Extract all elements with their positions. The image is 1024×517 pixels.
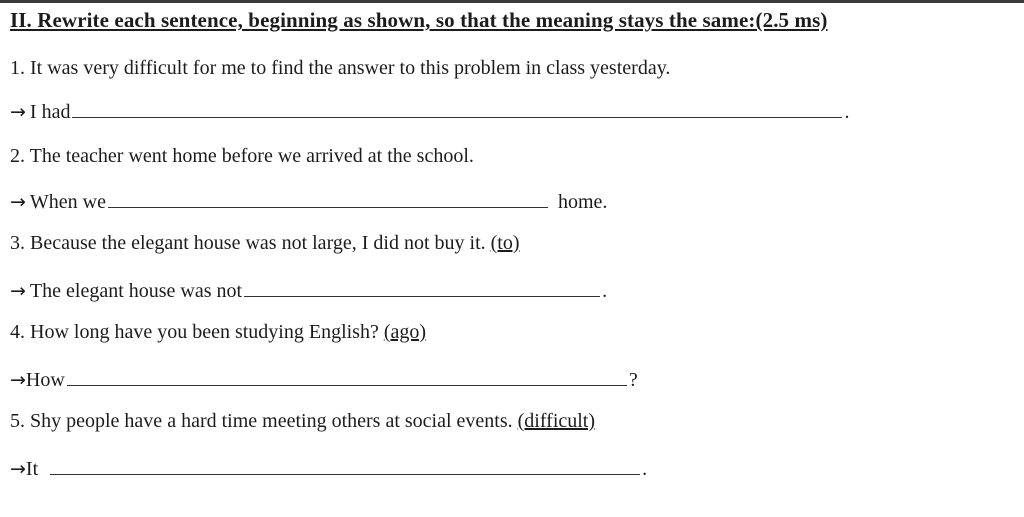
answer-1-blank[interactable]	[72, 97, 842, 118]
question-2-text: 2. The teacher went home before we arrived at the school.	[10, 145, 474, 167]
exercise-heading: II. Rewrite each sentence, beginning as shown, so that the meaning stays the same:(2.5 ms)	[10, 8, 828, 32]
top-border-line	[0, 0, 1024, 3]
question-3	[10, 232, 520, 255]
answer-line-2	[10, 187, 607, 214]
arrow-icon: →	[10, 101, 26, 123]
question-4-text: 4. How long have you been studying English?	[10, 321, 379, 343]
answer-2-ending: home.	[558, 191, 608, 213]
answer-line-4	[10, 365, 638, 392]
question-1	[10, 57, 670, 80]
question-5	[10, 410, 595, 433]
answer-line-1	[10, 97, 849, 124]
answer-4-blank[interactable]	[67, 365, 627, 386]
arrow-icon: →	[10, 280, 26, 302]
question-5-keyword: (difficult)	[517, 410, 596, 432]
question-5-text: 5. Shy people have a hard time meeting others at social events.	[10, 410, 513, 432]
answer-5-blank[interactable]	[50, 454, 640, 475]
arrow-icon: →	[10, 458, 26, 480]
arrow-icon: →	[10, 191, 26, 213]
question-4-keyword: (ago)	[383, 321, 427, 343]
answer-1-prompt: I had	[29, 101, 71, 123]
answer-line-5	[10, 454, 647, 481]
answer-3-blank[interactable]	[244, 276, 600, 297]
answer-2-blank[interactable]	[108, 187, 548, 208]
question-4	[10, 321, 426, 344]
answer-2-prompt: When we	[29, 191, 106, 213]
question-1-text: 1. It was very difficult for me to find the answer to this problem in class yesterday.	[10, 57, 671, 79]
arrow-icon: →	[10, 369, 26, 391]
question-3-keyword: (to)	[490, 232, 520, 254]
question-2	[10, 145, 474, 168]
answer-4-prompt: How	[25, 369, 65, 391]
answer-5-ending: .	[642, 458, 648, 480]
answer-3-prompt: The elegant house was not	[29, 280, 243, 302]
answer-3-ending: .	[602, 280, 608, 302]
answer-line-3	[10, 276, 607, 303]
answer-4-ending: ?	[628, 369, 638, 391]
question-3-text: 3. Because the elegant house was not large, I did not buy it.	[10, 232, 486, 254]
answer-5-prompt: It	[25, 458, 39, 480]
answer-1-ending: .	[844, 101, 850, 123]
